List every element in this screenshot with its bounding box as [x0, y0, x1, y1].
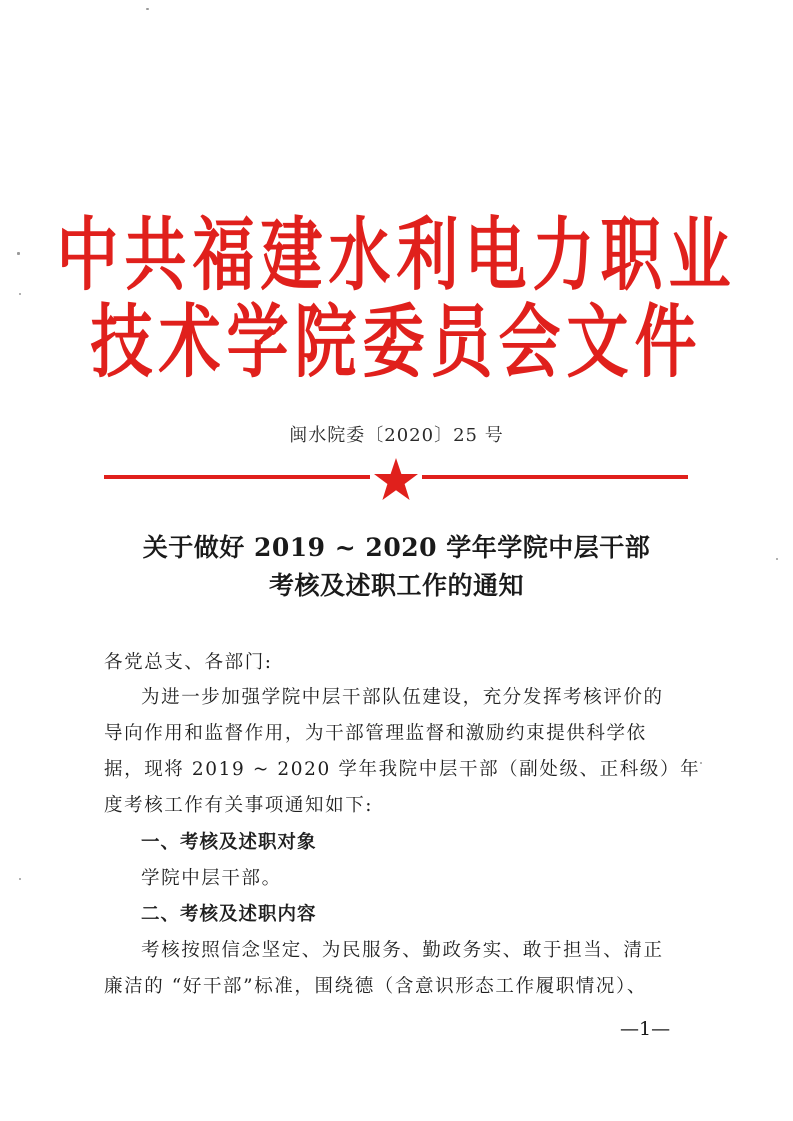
section-heading-2: 二、考核及述职内容	[141, 904, 317, 925]
header-title-line1: 中共福建水利电力职业	[56, 208, 737, 302]
red-divider-left	[104, 475, 370, 479]
header-title-line2: 技术学院委员会文件	[90, 295, 703, 389]
paragraph-line: 度考核工作有关事项通知如下:	[104, 795, 374, 816]
paragraph-line: 据，现将 2019 ~ 2020 学年我院中层干部（副处级、正科级）年	[104, 759, 701, 780]
paragraph-line: 廉洁的 “好干部”标准，围绕德（含意识形态工作履职情况）、	[104, 976, 647, 997]
salutation: 各党总支、各部门:	[104, 652, 273, 673]
notice-title-line2: 考核及述职工作的通知	[268, 571, 524, 600]
section-heading-1: 一、考核及述职对象	[141, 832, 317, 853]
paragraph-line: 考核按照信念坚定、为民服务、勤政务实、敢于担当、清正	[141, 940, 664, 961]
section-text-1: 学院中层干部。	[141, 868, 282, 889]
paragraph-line: 为进一步加强学院中层干部队伍建设，充分发挥考核评价的	[141, 687, 664, 708]
scan-speck	[17, 252, 20, 255]
page-number: —1—	[620, 1018, 671, 1040]
red-divider-right	[422, 475, 688, 479]
scan-speck	[776, 558, 778, 560]
notice-title-line1: 关于做好 2019 ~ 2020 学年学院中层干部	[142, 533, 651, 562]
document-number: 闽水院委〔2020〕25 号	[289, 425, 504, 446]
star-icon	[373, 457, 419, 501]
scan-speck	[700, 762, 702, 764]
paragraph-line: 导向作用和监督作用，为干部管理监督和激励约束提供科学依	[104, 723, 647, 744]
scan-speck	[19, 878, 21, 880]
scan-speck	[146, 8, 149, 10]
scan-speck	[19, 293, 21, 295]
